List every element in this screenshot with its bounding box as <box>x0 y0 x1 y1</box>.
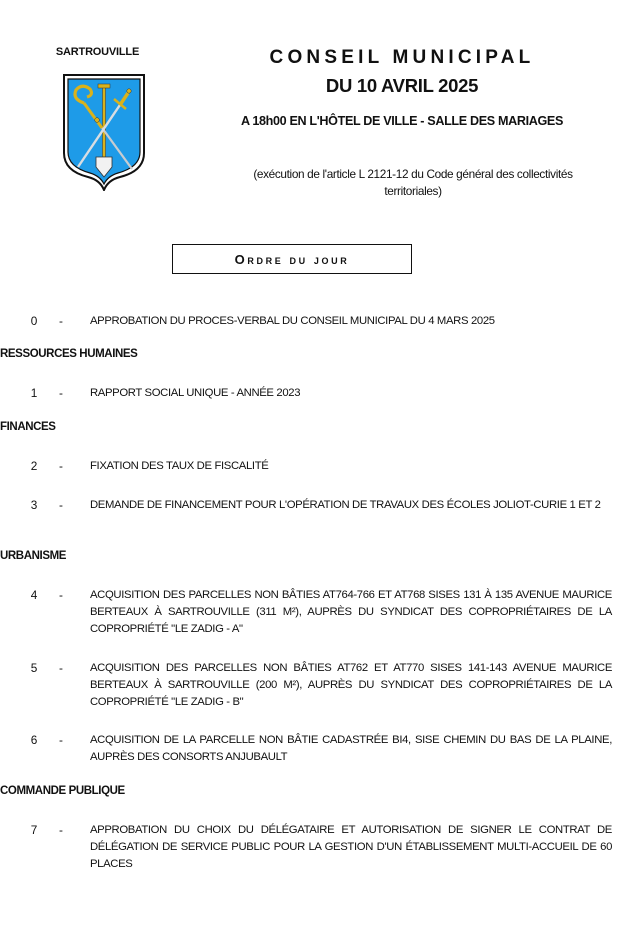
agenda-item-text: APPROBATION DU PROCES-VERBAL DU CONSEIL MUNICIPAL DU 4 MARS 2025 <box>90 315 495 327</box>
agenda-item-number: 2 <box>30 459 38 473</box>
agenda-item-text: ACQUISITION DES PARCELLES NON BÂTIES AT764-766 ET AT768 SISES 131 À 135 AVENUE MAURICE BERTEAUX À SARTROUVILLE (311 M²), AUPRÈS DU SYNDICAT DES COPROPRIÉTAIRES DE LA COPROPRIÉTÉ "LE ZADIG - A" <box>90 589 612 635</box>
legal-note-line-1: (exécution de l'article L 2121-12 du Code général des collectivités <box>253 167 573 181</box>
agenda-item-number: 4 <box>30 588 38 602</box>
page-title: CONSEIL MUNICIPAL <box>269 47 535 68</box>
section-heading-finances: FINANCES <box>0 421 56 433</box>
agenda-heading: Ordre du jour <box>234 251 350 267</box>
agenda-item-dash: - <box>59 459 63 473</box>
agenda-item-dash: - <box>59 314 63 328</box>
agenda-item-dash: - <box>59 498 63 512</box>
spade-shaft <box>103 87 106 157</box>
legal-note <box>200 166 626 200</box>
agenda-item-text: APPROBATION DU CHOIX DU DÉLÉGATAIRE ET AUTORISATION DE SIGNER LE CONTRAT DE DÉLÉGATION DE SERVICE PUBLIC POUR LA GESTION D'UN ÉTABLISSEMENT MULTI-ACCUEIL DE 60 PLACES <box>90 824 612 870</box>
agenda-heading-box <box>172 244 412 274</box>
agenda-item-number: 5 <box>30 661 38 675</box>
agenda-item-dash: - <box>59 386 63 400</box>
agenda-item-number: 7 <box>30 823 38 837</box>
section-heading-urbanisme: URBANISME <box>0 550 67 562</box>
agenda-item-text: ACQUISITION DE LA PARCELLE NON BÂTIE CADASTRÉE BI4, SISE CHEMIN DU BAS DE LA PLAINE, AUPRÈS DES CONSORTS ANJUBAULT <box>90 734 612 763</box>
agenda-item-text: RAPPORT SOCIAL UNIQUE - ANNÉE 2023 <box>90 387 301 399</box>
legal-note-line-2: territoriales) <box>384 184 442 198</box>
agenda-item-text: ACQUISITION DES PARCELLES NON BÂTIES AT762 ET AT770 SISES 141-143 AVENUE MAURICE BERTEAUX À SARTROUVILLE (200 M²), AUPRÈS DU SYNDICAT DES COPROPRIÉTAIRES DE LA COPROPRIÉTÉ "LE ZADIG - B" <box>90 662 612 708</box>
meeting-date: DU 10 AVRIL 2025 <box>325 75 479 96</box>
meeting-venue: A 18h00 EN L'HÔTEL DE VILLE - SALLE DES MARIAGES <box>240 114 564 128</box>
section-heading-ressources-humaines: RESSOURCES HUMAINES <box>0 348 138 360</box>
agenda-item-number: 6 <box>30 733 38 747</box>
agenda-item-number: 1 <box>30 386 38 400</box>
agenda-item-dash: - <box>59 588 63 602</box>
agenda-item-number: 0 <box>30 314 38 328</box>
agenda-item-dash: - <box>59 733 63 747</box>
section-heading-commande-publique: COMMANDE PUBLIQUE <box>0 785 125 797</box>
coat-of-arms-icon <box>62 73 146 191</box>
agenda-item-text: FIXATION DES TAUX DE FISCALITÉ <box>90 460 269 472</box>
agenda-item-dash: - <box>59 661 63 675</box>
agenda-item-text: DEMANDE DE FINANCEMENT POUR L'OPÉRATION DE TRAVAUX DES ÉCOLES JOLIOT-CURIE 1 ET 2 <box>90 499 601 511</box>
spade-handle <box>98 84 110 88</box>
agenda-item-number: 3 <box>30 498 38 512</box>
city-name: SARTROUVILLE <box>55 46 140 58</box>
agenda-item-dash: - <box>59 823 63 837</box>
